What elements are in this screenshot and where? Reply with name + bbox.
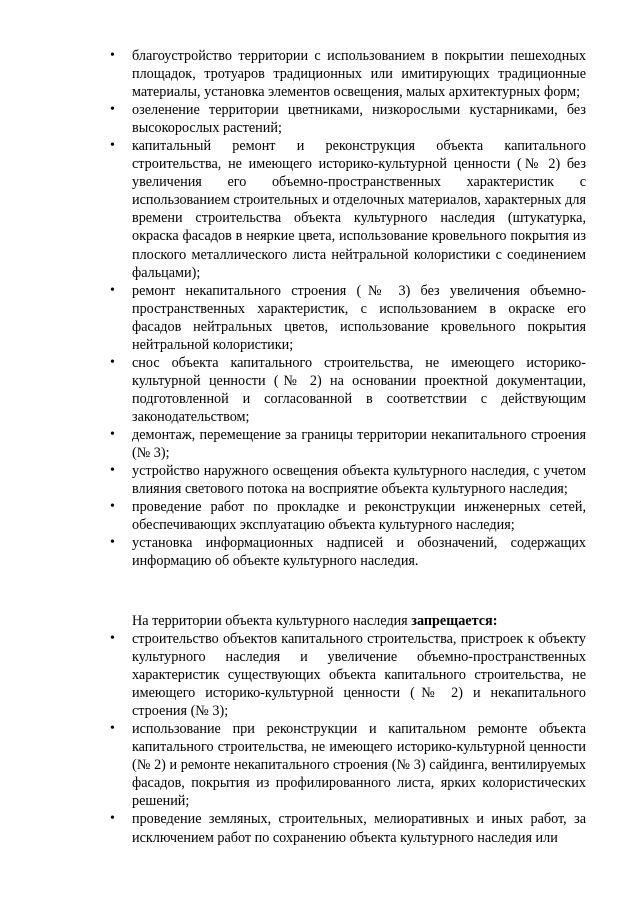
list-item: • капитальный ремонт и реконструкция объекта капитального строительства, не имеющего историко-культурной ценности (№ 2) без увеличения его объемно-пространственных характеристик с использованием строительных и отделочных материалов, характерных для времени строительства объекта культурного наследия (штукатурка, окраска фасадов в неяркие цвета, использование кровельного покрытия из плоского металлического листа нейтральной колористики с соединением фальцами);	[110, 137, 586, 281]
list-item: • демонтаж, перемещение за границы территории некапитального строения (№ 3);	[110, 426, 586, 462]
list-item: • проведение работ по прокладке и реконструкции инженерных сетей, обеспечивающих эксплуатацию объекта культурного наследия;	[110, 498, 586, 534]
prohibited-heading-paragraph	[132, 612, 586, 630]
list-item: • снос объекта капитального строительства, не имеющего историко-культурной ценности (№ 2) на основании проектной документации, подготовленной и согласованной в соответствии с действующим законодательством;	[110, 354, 586, 426]
list-item: • проведение земляных, строительных, мелиоративных и иных работ, за исключением работ по сохранению объекта культурного наследия или	[110, 810, 586, 846]
list-item: • ремонт некапитального строения (№ 3) без увеличения объемно-пространственных характеристик, с использованием в окраске его фасадов нейтральных цветов, использование кровельного покрытия нейтральной колористики;	[110, 282, 586, 354]
list-item: • благоустройство территории с использованием в покрытии пешеходных площадок, тротуаров традиционных или имитирующих традиционные материалы, установка элементов освещения, малых архитектурных форм;	[110, 47, 586, 101]
list-item: • строительство объектов капитального строительства, пристроек к объекту культурного наследия и увеличение объемно-пространственных характеристик существующих объекта капитального строительства, не имеющего историко-культурной ценности (№ 2) и некапитального строения (№ 3);	[110, 630, 586, 720]
allowed-works-list	[110, 47, 586, 570]
list-item: • установка информационных надписей и обозначений, содержащих информацию об объекте культурного наследия.	[110, 534, 586, 570]
list-item: • устройство наружного освещения объекта культурного наследия, с учетом влияния светового потока на восприятие объекта культурного наследия;	[110, 462, 586, 498]
prohibited-intro-text: На территории объекта культурного наследия	[132, 613, 412, 629]
list-item: • озеленение территории цветниками, низкорослыми кустарниками, без высокорослых растений;	[110, 101, 586, 137]
list-item: • использование при реконструкции и капитальном ремонте объекта капитального строительства, не имеющего историко-культурной ценности (№ 2) и ремонте некапитального строения (№ 3) сайдинга, вентилируемых фасадов, покрытия из профилированного листа, ярких колористических решений;	[110, 720, 586, 810]
prohibited-emphasis: запрещается:	[411, 613, 498, 629]
prohibited-works-list	[110, 630, 586, 847]
